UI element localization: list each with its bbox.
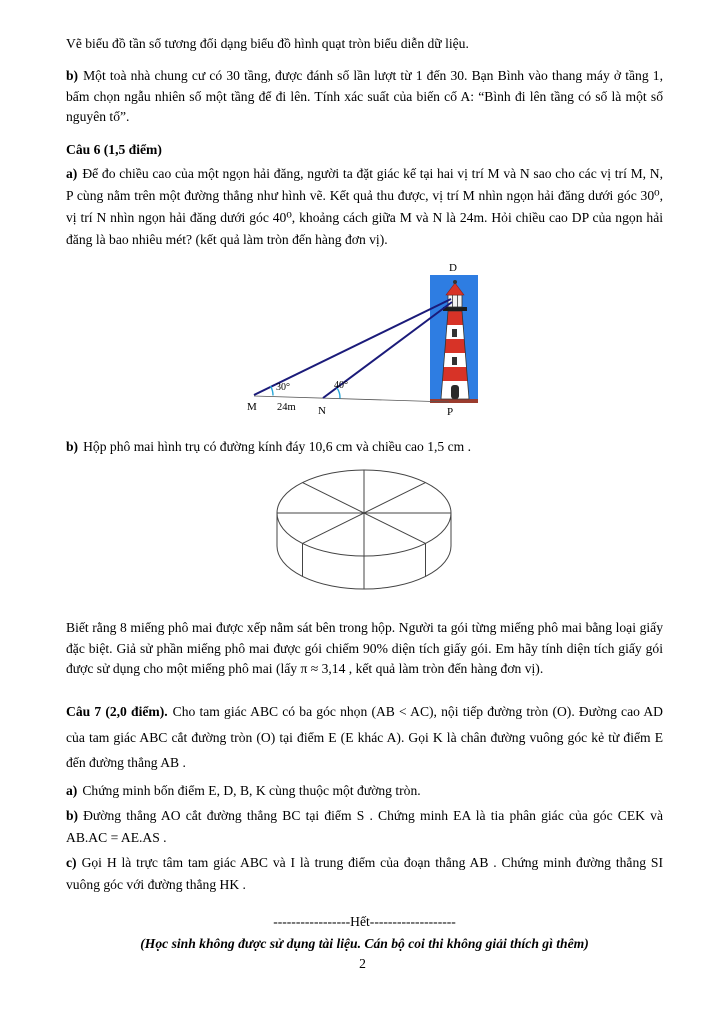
cau7-c-text: Gọi H là trực tâm tam giác ABC và I là trung điểm của đoạn thẳng AB . Chứng minh đường thẳng SI vuông góc với đường thẳng HK . (66, 854, 663, 892)
cau7-item-c (66, 852, 663, 896)
cau7-label-c: c) (66, 854, 77, 870)
cau7-heading: Câu 7 (2,0 điểm). (66, 704, 168, 720)
cau6-item-b (66, 437, 663, 457)
item-label-a: a) (66, 165, 78, 181)
item-label-b2: b) (66, 439, 79, 455)
angle-arc-m (270, 386, 273, 396)
label-distance: 24m (276, 402, 296, 414)
label-point-n: N (317, 405, 326, 418)
exam-note: (Học sinh không được sử dụng tài liệu. Cán bộ coi thi không giải thích gì thêm) (140, 936, 589, 952)
item-label-b: b) (66, 68, 79, 84)
lighthouse-gallery (443, 307, 467, 311)
cau6-heading: Câu 6 (1,5 điểm) (66, 141, 162, 157)
cau7-intro (66, 699, 663, 774)
label-point-d: D (448, 262, 457, 275)
cylinder-drawing (269, 466, 461, 598)
cau7-intro-text: Cho tam giác ABC có ba góc nhọn (AB < AC), nội tiếp đường tròn (O). Đường cao AD của tam giác ABC cắt đường tròn (O) tại điểm E (E khác A). Gọi K là chân đường vuông góc kẻ từ điểm E đến đường thẳng AB . (66, 704, 663, 770)
cau6-a-text: Để đo chiều cao của một ngọn hải đăng, người ta đặt giác kế tại hai vị trí M và N sao cho các vị trí M, N, P cùng nằm trên một đường thẳng như hình vẽ. Kết quả thu được, vị trí M nhìn ngọn hải đăng dưới góc 30⁰, vị trí N nhìn ngọn hải đăng dưới góc 40⁰, khoảng cách giữa M và N là 24m. Hỏi chiều cao DP của ngọn hải đăng là bao nhiêu mét? (kết quả làm tròn đến hàng đơn vị). (66, 165, 663, 247)
cau7-b-text: Đường thẳng AO cắt đường thẳng BC tại điểm S . Chứng minh EA là tia phân giác của góc CEK và AB.AC = AE.AS . (66, 807, 663, 845)
page-number: 2 (359, 956, 366, 971)
intro-pie-text: Vẽ biểu đồ tần số tương đối dạng biểu đồ hình quạt tròn biểu diễn dữ liệu. (66, 36, 469, 51)
lantern-room (448, 295, 462, 307)
cau6-b-text: Hộp phô mai hình trụ có đường kính đáy 10,6 cm và chiều cao 1,5 cm . (83, 439, 472, 455)
cau7-item-a (66, 780, 663, 802)
sight-line-m (254, 299, 451, 395)
cau6-after-figure (66, 618, 663, 679)
label-angle-n: 40° (333, 380, 348, 392)
ground-strip (430, 399, 478, 403)
intro-item-b (66, 66, 663, 127)
end-marker: -----------------Hết------------------- (273, 913, 456, 929)
cau7-item-b (66, 805, 663, 849)
cau7-label-a: a) (66, 782, 78, 798)
intro-b-text: Một toà nhà chung cư có 30 tầng, được đánh số lần lượt từ 1 đến 30. Bạn Bình vào thang máy ở tầng 1, bấm chọn ngẫu nhiên số một tầng để đi lên. Tính xác suất của biến cố A: “Bình đi lên tầng có số là một số nguyên tố”. (66, 68, 663, 125)
cau6-after-text: Biết rằng 8 miếng phô mai được xếp nằm sát bên trong hộp. Người ta gói từng miếng phô mai bằng loại giấy đặc biệt. Giả sử phần miếng phô mai được gói chiếm 90% diện tích giấy gói. Em hãy tính diện tích giấy gói được sử dụng cho một miếng phô mai (lấy π ≈ 3,14 , kết quả làm tròn đến hàng đơn vị). (66, 620, 663, 676)
cau6-item-a (66, 163, 663, 251)
cheese-cylinder-figure (66, 466, 663, 604)
roof-ball (453, 280, 457, 284)
label-point-m: M (246, 401, 257, 414)
cau7-label-b: b) (66, 807, 79, 823)
lighthouse-figure (66, 259, 663, 427)
lighthouse-drawing (239, 259, 491, 421)
label-point-p: P (446, 406, 453, 419)
label-angle-m: 30° (275, 382, 290, 394)
intro-pie-line (66, 34, 663, 54)
cau7-a-text: Chứng minh bốn điểm E, D, B, K cùng thuộc một đường tròn. (82, 782, 421, 798)
